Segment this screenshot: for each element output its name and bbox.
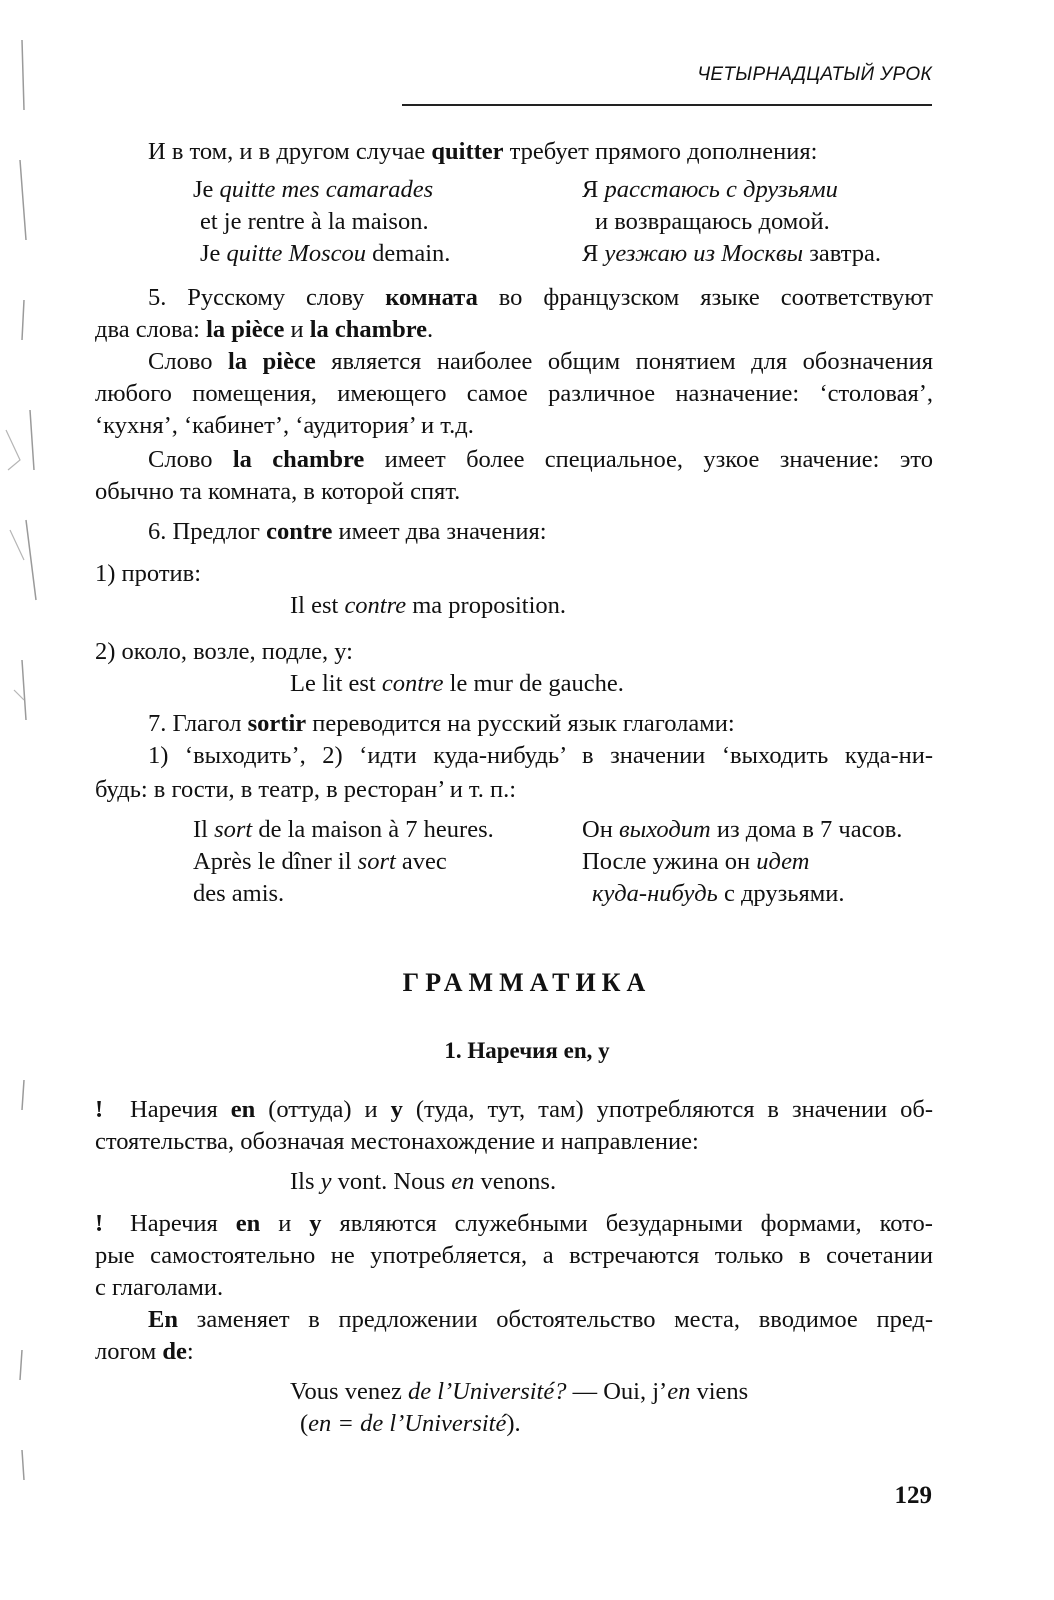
grammar-bullet1-line-2: стоятельства, обозначая местонахождение и направление: [95,1128,699,1155]
quitter-example-1-fr: Je quitte mes camarades [193,176,434,203]
quitter-example-1-ru: Я расстаюсь с друзьями [582,176,838,203]
sortir-example-fr-1: Il sort de la maison à 7 heures. [193,816,494,843]
para7-line-3: будь: в гости, в театр, в ресторан’ и т. п.: [95,776,517,803]
section-heading: ГРАММАТИКА [402,968,652,997]
para5-line-2: два слова: la pièce и la chambre. [95,316,434,343]
grammar-example-1: Ils y vont. Nous en venons. [290,1168,557,1195]
grammar-example-2: Vous venez de l’Université? — Oui, j’en viens [290,1378,749,1405]
para6-line-1: 6. Предлог contre имеет два значения: [148,518,547,545]
quitter-example-2-fr: Je quitte Moscou demain. [200,240,451,267]
para5-line-7: обычно та комната, в которой спят. [95,478,461,505]
quitter-example-2-ru: Я уезжаю из Москвы завтра. [582,240,881,267]
para6-meaning-2: 2) около, возле, подле, у: [95,638,353,665]
grammar-bullet2-line-1: Наречия en и y являются служебными безударными формами, кото- [130,1210,933,1237]
grammar-en-line-1: En заменяет в предложении обстоятельство места, вводимое пред- [148,1306,933,1333]
para6-example-2: Le lit est contre le mur de gauche. [290,670,624,697]
para7-line-2: 1) ‘выходить’, 2) ‘идти куда-нибудь’ в значении ‘выходить куда-ни- [148,742,933,769]
grammar-bullet2-line-2: рые самостоятельно не употребляется, а встречаются только в сочетании [95,1242,933,1269]
grammar-bullet2-line-3: с глаголами. [95,1274,224,1301]
scan-margin-marks [0,0,50,1600]
para6-example-1: Il est contre ma proposition. [290,592,567,619]
para5-line-6: Слово la chambre имеет более специальное, узкое значение: это [148,446,933,473]
sortir-example-ru-1: Он выходит из дома в 7 часов. [582,816,903,843]
sortir-example-ru-2: После ужина он идет [582,848,810,875]
para5-line-4: любого помещения, имеющего самое различное назначение: ‘столовая’, [95,380,933,407]
quitter-example-1-fr-cont: et je rentre à la maison. [200,208,429,235]
para7-line-1: 7. Глагол sortir переводится на русский язык глаголами: [148,710,735,737]
para5-line-5: ‘кухня’, ‘кабинет’, ‘аудитория’ и т.д. [95,412,474,439]
header-rule [402,104,932,106]
note-marker-1: ! [95,1096,104,1123]
sortir-example-ru-3: куда-нибудь с друзьями. [592,880,845,907]
running-header: ЧЕТЫРНАДЦАТЫЙ УРОК [697,64,932,85]
page-number: 129 [894,1482,932,1509]
note-marker-2: ! [95,1210,104,1237]
sortir-example-fr-3: des amis. [193,880,285,907]
sortir-example-fr-2: Après le dîner il sort avec [193,848,447,875]
para6-meaning-1: 1) против: [95,560,202,587]
quitter-intro-line: И в том, и в другом случае quitter требует прямого дополнения: [148,138,818,165]
grammar-en-line-2: логом de: [95,1338,194,1365]
subsection-heading: 1. Наречия en, y [444,1038,610,1063]
quitter-example-1-ru-cont: и возвращаюсь домой. [595,208,830,235]
para5-line-3: Слово la pièce является наиболее общим понятием для обозначения [148,348,933,375]
grammar-example-3: (en = de l’Université). [300,1410,521,1437]
para5-line-1: 5. Русскому слову комната во французском языке соответствуют [148,284,934,311]
grammar-bullet1-line-1: Наречия en (оттуда) и y (туда, тут, там) употребляются в значении об- [130,1096,933,1123]
